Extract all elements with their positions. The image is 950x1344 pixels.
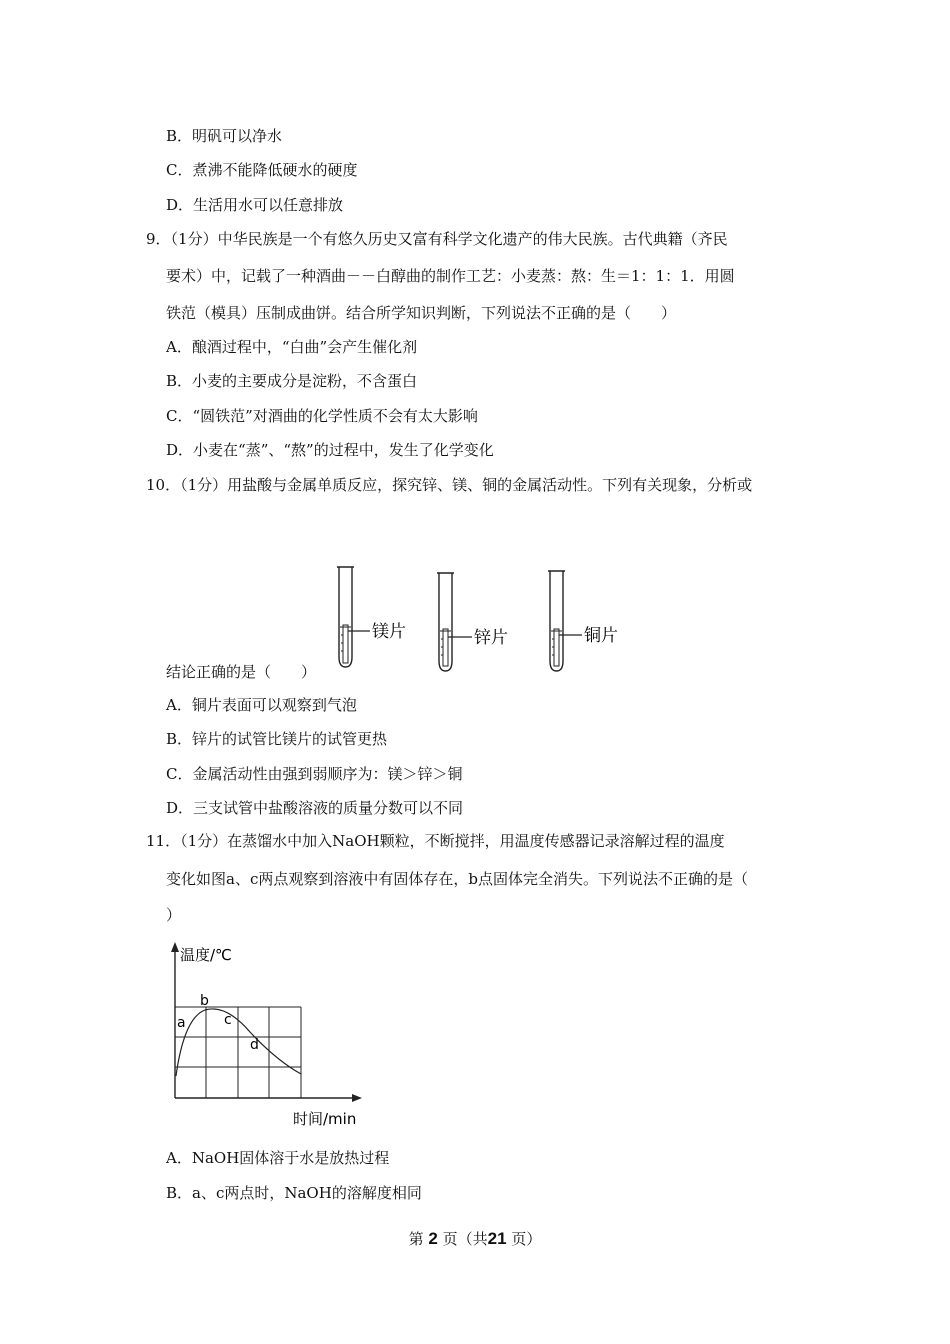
q9-option-a: A．酿酒过程中，“白曲”会产生催化剂 [166, 338, 418, 356]
x-axis-label: 时间/min [293, 1110, 357, 1128]
point-label-c: c [224, 1012, 232, 1028]
q10-stem-line2: 结论正确的是（ ） [166, 663, 317, 681]
tube-label-cu: 铜片 [584, 626, 618, 646]
q10-option-c: C．金属活动性由强到弱顺序为：镁＞锌＞铜 [166, 765, 463, 783]
point-label-d: d [250, 1037, 259, 1053]
q11-option-a: A．NaOH固体溶于水是放热过程 [166, 1149, 390, 1167]
footer-middle: 页（共 [442, 1230, 488, 1248]
test-tube-mg [337, 567, 406, 667]
test-tube-zn [437, 573, 508, 671]
q8-option-c: C．煮沸不能降低硬水的硬度 [166, 161, 358, 179]
point-label-a: a [177, 1015, 186, 1031]
q10-option-b: B．锌片的试管比镁片的试管更热 [166, 730, 388, 748]
footer-prefix: 第 [408, 1230, 424, 1248]
q9-option-c: C．“圆铁范”对酒曲的化学性质不会有太大影响 [166, 407, 478, 425]
temperature-time-graph [160, 938, 370, 1133]
q10-stem-line1: 10．（1分）用盐酸与金属单质反应，探究锌、镁、铜的金属活动性。下列有关现象，分析或 [146, 476, 753, 494]
q11-stem-line3: ） [166, 906, 182, 924]
q9-stem-line1: 9．（1分）中华民族是一个有悠久历史又富有科学文化遗产的伟大民族。古代典籍（齐民 [146, 230, 728, 248]
point-label-b: b [200, 993, 209, 1009]
x-axis-arrow-icon [352, 1094, 362, 1102]
q9-option-b: B．小麦的主要成分是淀粉，不含蛋白 [166, 372, 418, 390]
footer-page-number: 2 [428, 1229, 438, 1248]
q9-stem-line3: 铁范（模具）压制成曲饼。结合所学知识判断，下列说法不正确的是（ ） [166, 304, 677, 322]
q9-option-d: D．小麦在“蒸”、“熬”的过程中，发生了化学变化 [166, 441, 494, 459]
test-tube-cu [548, 571, 618, 671]
q11-stem-line1: 11．（1分）在蒸馏水中加入NaOH颗粒，不断搅拌，用温度传感器记录溶解过程的温度 [146, 832, 725, 850]
q10-option-d: D．三支试管中盐酸溶液的质量分数可以不同 [166, 799, 464, 817]
tube-label-mg: 镁片 [372, 622, 406, 642]
test-tubes-figure [330, 565, 630, 675]
q8-option-d: D．生活用水可以任意排放 [166, 196, 344, 214]
y-axis-arrow-icon [171, 942, 179, 952]
q10-option-a: A．铜片表面可以观察到气泡 [166, 696, 357, 714]
page-footer [0, 1228, 950, 1249]
footer-suffix: 页） [511, 1230, 542, 1248]
q11-stem-line2: 变化如图a、c两点观察到溶液中有固体存在，b点固体完全消失。下列说法不正确的是（ [166, 870, 748, 888]
tube-label-zn: 锌片 [474, 628, 508, 648]
q8-option-b: B．明矾可以净水 [166, 127, 283, 145]
y-axis-label: 温度/℃ [180, 946, 232, 964]
q11-option-b: B．a、c两点时，NaOH的溶解度相同 [166, 1184, 422, 1202]
q9-stem-line2: 要术）中，记载了一种酒曲－－白醇曲的制作工艺：小麦蒸：熬：生＝1：1：1．用圆 [166, 267, 735, 285]
footer-total-pages: 21 [487, 1229, 507, 1248]
